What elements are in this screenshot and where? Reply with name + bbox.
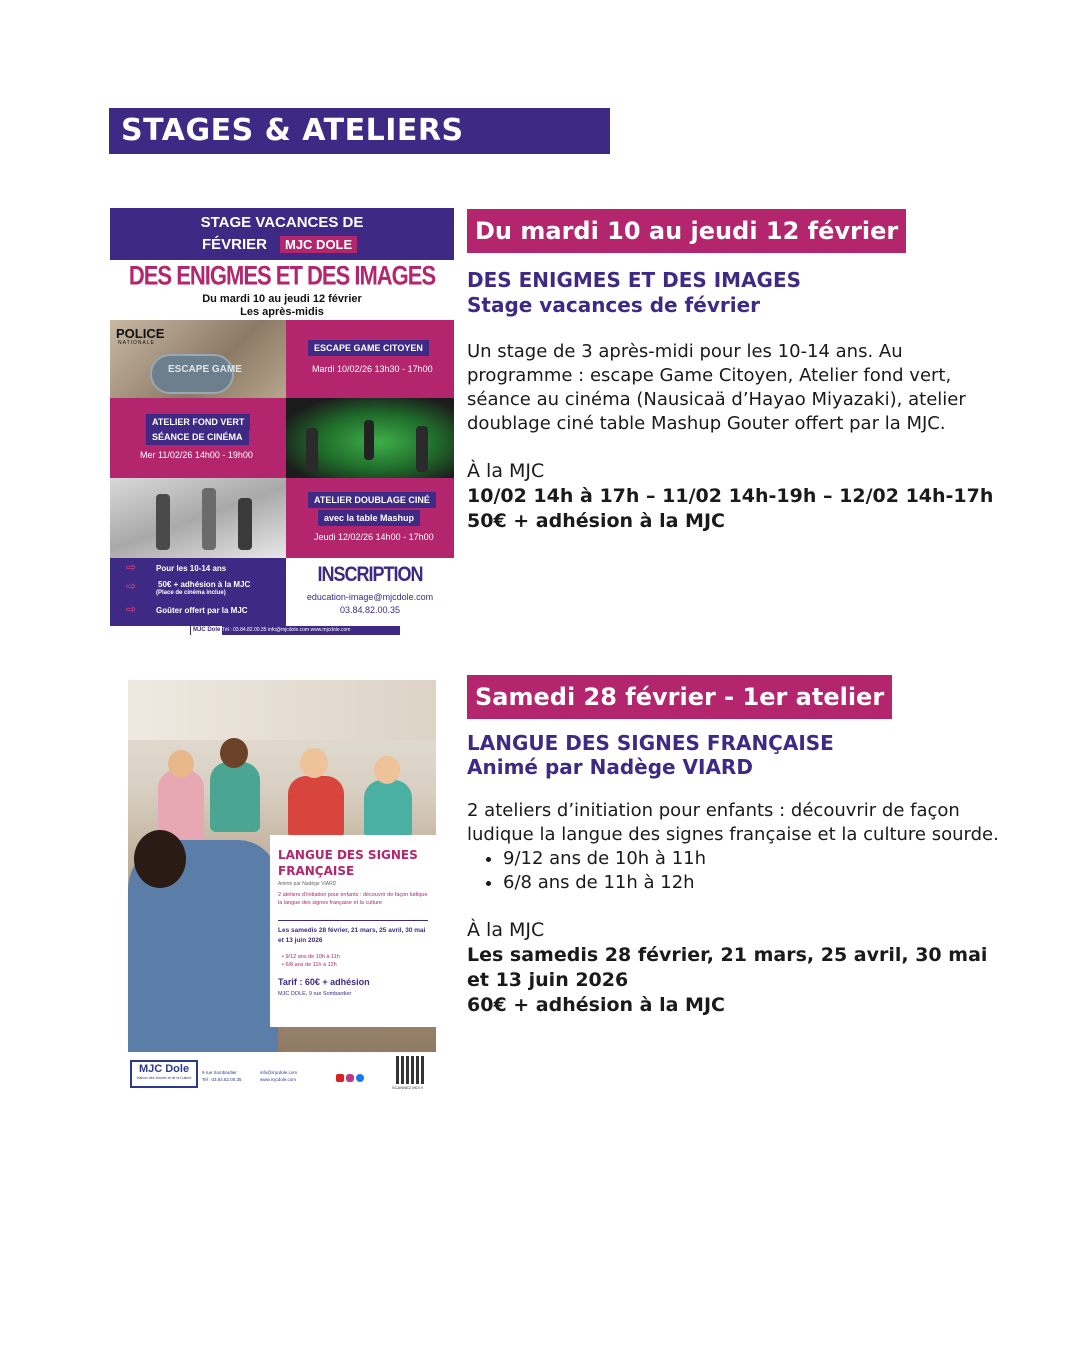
child-figure (210, 762, 260, 832)
child-head (220, 738, 248, 768)
poster-contact-line: Tél : 03.84.82.00.35 info@mjcdole.com www.mjcdole.com (222, 627, 351, 633)
scan-label: SCANNEZ MOI !! (392, 1085, 424, 1090)
lsf-card-title-2: FRANÇAISE (278, 864, 355, 878)
lsf-card-address: MJC DOLE, 9 rue Sombardier (278, 991, 352, 997)
mashup-title: avec la table Mashup (318, 510, 420, 526)
info-cinema: (Place de cinéma inclue) (156, 590, 226, 596)
info-price: 50€ + adhésion à la MJC (158, 580, 251, 589)
event2-title: LANGUE DES SIGNES FRANÇAISE (467, 731, 834, 755)
stage-poster (110, 208, 454, 638)
event2-bullet-1: • 9/12 ans de 10h à 11h (503, 847, 706, 871)
mjc-dole-logo-sub: Maison des Jeunes et de la Culture (136, 1076, 192, 1080)
qr-code-icon (396, 1056, 424, 1084)
person-figure (202, 488, 216, 550)
green-screen-photo (286, 398, 454, 478)
poster-header-line1: STAGE VACANCES DE (200, 214, 364, 231)
poster-dates: Du mardi 10 au jeudi 12 février (202, 293, 362, 305)
section-title: STAGES & ATELIERS (121, 113, 464, 148)
person-figure (238, 498, 252, 550)
person-figure (364, 420, 374, 460)
poster-afternoons: Les après-midis (240, 306, 324, 318)
lsf-card-dates: Les samedis 28 février, 21 mars, 25 avril, 30 mai et 13 juin 2026 (278, 927, 426, 944)
wall (128, 680, 436, 740)
footer-email: info@mjcdole.com (260, 1070, 298, 1075)
inscription-title: INSCRIPTION (317, 561, 423, 586)
lsf-card-group-2: • 6/8 ans de 11h à 12h (282, 962, 337, 968)
footer-phone: Tel : 03.84.82.00.35 (202, 1077, 242, 1082)
lsf-card-group-1-text: 9/12 ans de 10h à 11h (285, 954, 340, 960)
cinema-title: SÉANCE DE CINÉMA (146, 429, 249, 445)
child-figure (364, 780, 412, 838)
lsf-card-tarif: Tarif : 60€ + adhésion (278, 977, 370, 987)
inscription-email: education-image@mjcdole.com (306, 592, 434, 602)
arrow-icon: ⇨ (126, 602, 137, 616)
footer-website: www.mjcdole.com (260, 1077, 297, 1082)
inscription-phone: 03.84.82.00.35 (339, 605, 401, 615)
child-head (374, 756, 400, 784)
escape-game-title: ESCAPE GAME CITOYEN (308, 340, 429, 356)
event1-date-banner: Du mardi 10 au jeudi 12 février (467, 209, 906, 253)
lsf-info-card (270, 835, 436, 1027)
divider (278, 920, 428, 921)
mjc-dole-logo (130, 1060, 198, 1088)
event1-schedule: 10/02 14h à 17h – 11/02 14h-19h – 12/02 14h-17h (467, 485, 994, 507)
lsf-card-animator: Animé par Nadège VIARD (278, 881, 337, 887)
event1-subtitle: Stage vacances de février (467, 293, 761, 317)
lsf-card-title-1: LANGUE DES SIGNES (278, 848, 418, 862)
youtube-icon (336, 1074, 344, 1082)
person-figure (306, 428, 318, 472)
arrow-icon: ⇨ (126, 560, 137, 574)
green-screen-date: Mer 11/02/26 14h00 - 19h00 (140, 450, 253, 460)
footer-address: 9 rue Sombardier (202, 1070, 237, 1075)
child-head (300, 748, 328, 778)
mjc-dole-logo-text: MJC Dole (138, 1063, 190, 1075)
lsf-poster (128, 680, 436, 1092)
police-sub-label: NATIONALE (118, 340, 155, 346)
escape-game-block (286, 320, 454, 398)
escape-game-label: ESCAPE GAME (168, 364, 242, 375)
green-screen-block (110, 398, 286, 478)
instagram-icon (346, 1074, 354, 1082)
event2-schedule: Les samedis 28 février, 21 mars, 25 avril, 30 mai et 13 juin 2026 (467, 944, 988, 991)
mjc-logo-small: MJC Dole (193, 627, 221, 633)
green-screen-title: ATELIER FOND VERT (146, 414, 250, 430)
event1-title: DES ENIGMES ET DES IMAGES (467, 268, 802, 292)
poster-inscription (286, 558, 454, 626)
dubbing-block (286, 478, 454, 558)
child-head (168, 750, 194, 778)
escape-game-date: Mardi 10/02/26 13h30 - 17h00 (312, 364, 433, 374)
poster-bottom-bar (190, 626, 400, 635)
event2-price: 60€ + adhésion à la MJC (467, 994, 725, 1016)
dubbing-photo (110, 478, 286, 558)
facebook-icon (356, 1074, 364, 1082)
poster-info-list (110, 558, 286, 626)
lsf-card-description: 2 ateliers d’initiation pour enfants : découvrir de façon ludique la langue des signes française et la culture (278, 892, 428, 906)
event1-price: 50€ + adhésion à la MJC (467, 510, 725, 532)
person-figure (416, 426, 428, 472)
child-figure (288, 776, 344, 838)
dubbing-date: Jeudi 12/02/26 14h00 - 17h00 (314, 532, 434, 542)
event2-date-banner: Samedi 28 février - 1er atelier (467, 675, 892, 719)
arrow-icon: ⇨ (126, 579, 137, 593)
person-figure (156, 494, 170, 550)
lsf-card-group-2-text: 6/8 ans de 11h à 12h (285, 962, 337, 968)
info-age: Pour les 10-14 ans (156, 564, 227, 573)
escape-game-photo (110, 320, 286, 398)
poster-header-badge: MJC DOLE (280, 236, 357, 253)
event2-subtitle: Animé par Nadège VIARD (467, 755, 753, 779)
info-snack: Goûter offert par la MJC (156, 606, 248, 615)
event2-description: 2 ateliers d’initiation pour enfants : découvrir de façon ludique la langue des signes française et la culture sourde. (467, 800, 999, 845)
event1-location: À la MJC (467, 460, 545, 482)
poster-title: DES ENIGMES ET DES IMAGES (128, 260, 436, 291)
police-label: POLICE (116, 326, 165, 341)
poster-header (110, 208, 454, 260)
dubbing-title: ATELIER DOUBLAGE CINÉ (308, 492, 436, 508)
event2-location: À la MJC (467, 919, 545, 941)
section-banner (109, 108, 610, 154)
event2-bullets (467, 847, 706, 895)
lsf-poster-footer (128, 1054, 436, 1092)
lsf-card-group-1: • 9/12 ans de 10h à 11h (282, 954, 340, 960)
child-head (134, 830, 186, 888)
event1-description: Un stage de 3 après-midi pour les 10-14 ans. Au programme : escape Game Citoyen, Atelier fond vert, séance au cinéma (Nausicaä d’Hayao Miyazaki), atelier doublage ciné table Mashup Gouter offert par la MJC. (467, 341, 966, 434)
poster-header-line2: FÉVRIER (202, 236, 268, 253)
event2-bullet-2: • 6/8 ans de 11h à 12h (503, 871, 706, 895)
poster-footer (110, 558, 454, 626)
